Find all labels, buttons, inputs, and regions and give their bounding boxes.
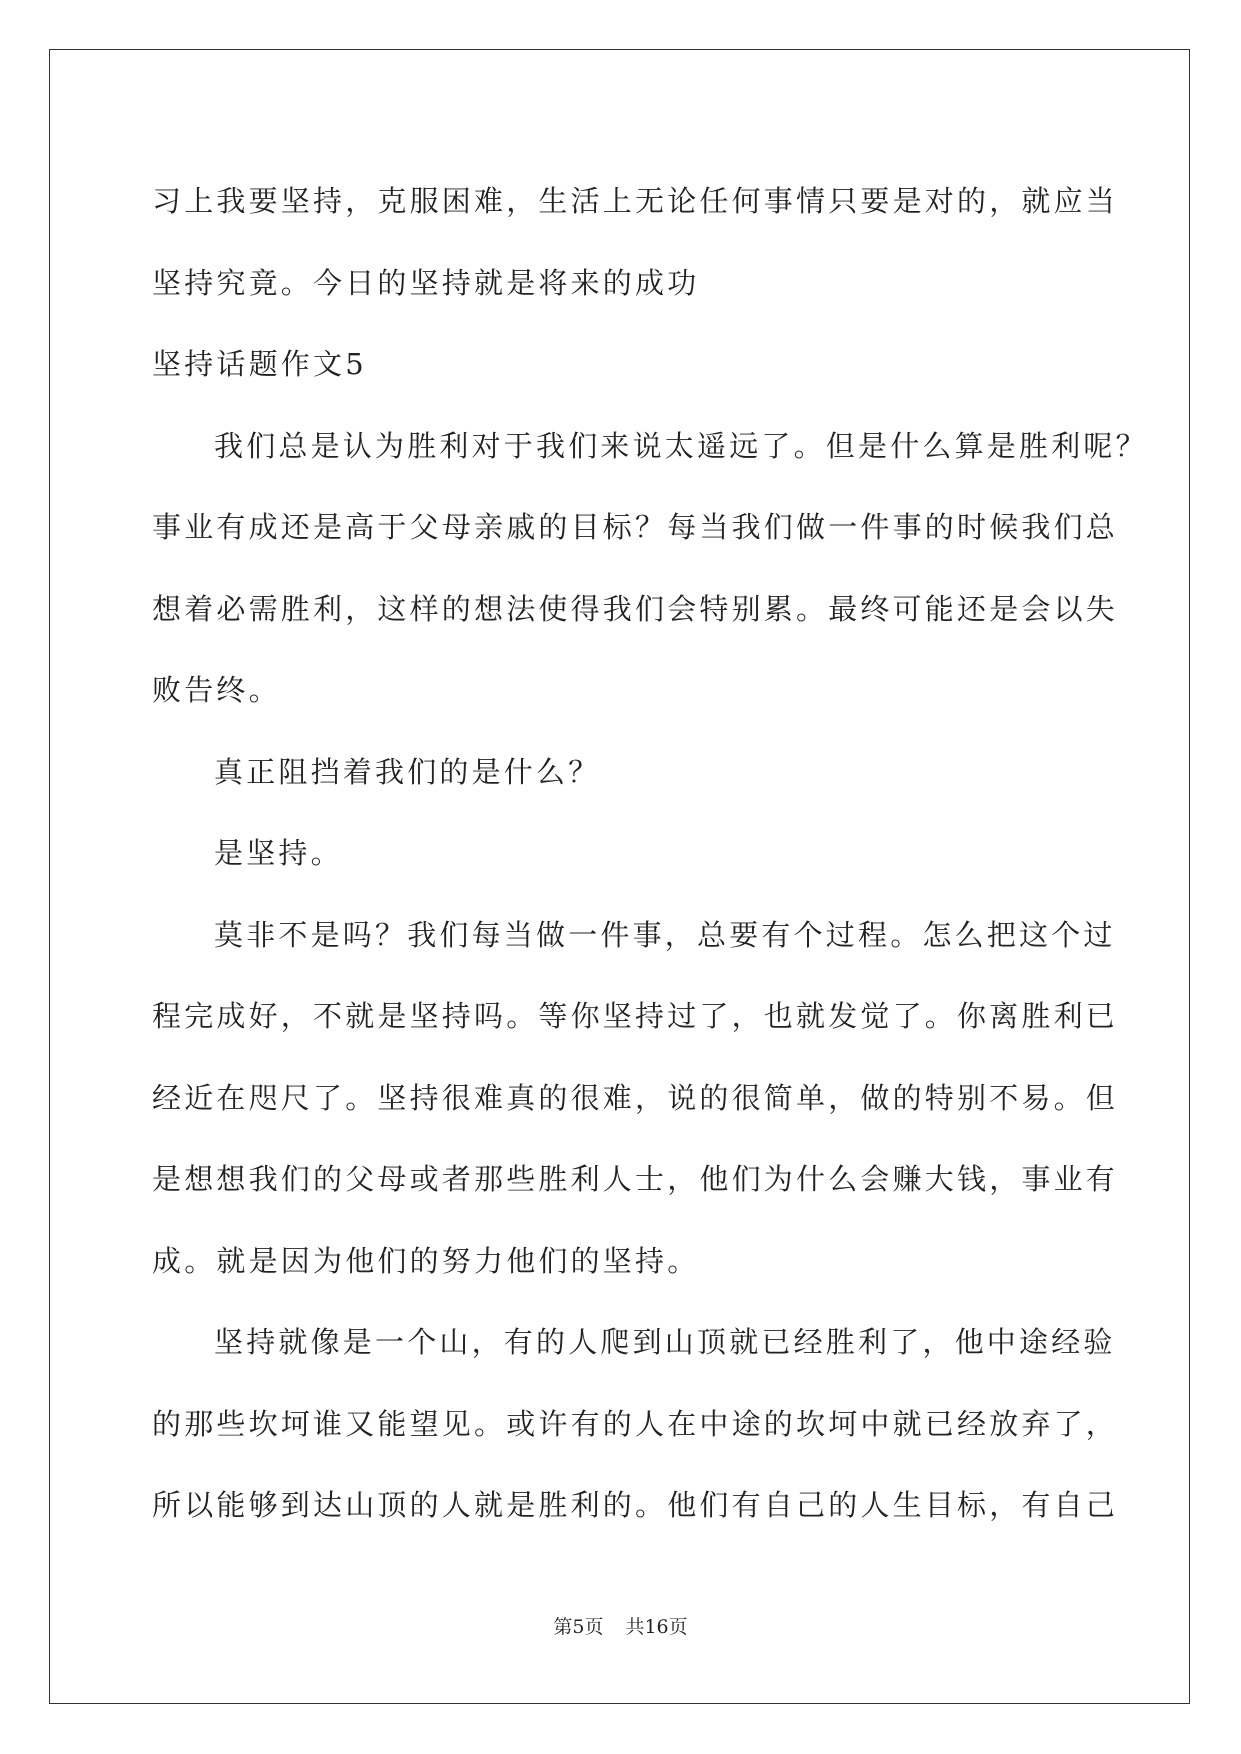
text-line: 我们总是认为胜利对于我们来说太遥远了。但是什么算是胜利呢？ — [214, 428, 1148, 463]
text-line: 所以能够到达山顶的人就是胜利的。他们有自己的人生目标，有自己 — [152, 1488, 1119, 1522]
page-total: 共16页 — [625, 1616, 688, 1638]
text-line: 的那些坎坷谁又能望见。或许有的人在中途的坎坷中就已经放弃了， — [152, 1406, 1119, 1441]
document-body — [152, 161, 1148, 1547]
text-line: 坚持究竟。今日的坚持就是将来的成功 — [152, 265, 700, 300]
text-line: 是坚持。 — [214, 836, 343, 870]
text-line: 是想想我们的父母或者那些胜利人士，他们为什么会赚大钱，事业有 — [152, 1162, 1119, 1196]
text-line: 习上我要坚持，克服困难，生活上无论任何事情只要是对的，就应当 — [152, 184, 1119, 218]
text-line: 败告终。 — [152, 673, 281, 707]
text-line: 程完成好，不就是坚持吗。等你坚持过了，也就发觉了。你离胜利已 — [152, 999, 1119, 1033]
section-heading: 坚持话题作文5 — [152, 347, 367, 381]
text-line: 事业有成还是高于父母亲戚的目标？每当我们做一件事的时候我们总 — [152, 510, 1119, 544]
page-footer — [0, 1612, 1241, 1639]
text-line: 想着必需胜利，这样的想法使得我们会特别累。最终可能还是会以失 — [152, 591, 1119, 626]
text-line: 经近在咫尺了。坚持很难真的很难，说的很简单，做的特别不易。但 — [152, 1080, 1119, 1115]
text-line: 坚持就像是一个山，有的人爬到山顶就已经胜利了，他中途经验 — [214, 1325, 1116, 1359]
page-number: 第5页 — [553, 1616, 604, 1638]
text-line: 莫非不是吗？我们每当做一件事，总要有个过程。怎么把这个过 — [214, 917, 1116, 952]
text-line: 真正阻挡着我们的是什么？ — [214, 754, 601, 789]
text-line: 成。就是因为他们的努力他们的坚持。 — [152, 1243, 700, 1278]
